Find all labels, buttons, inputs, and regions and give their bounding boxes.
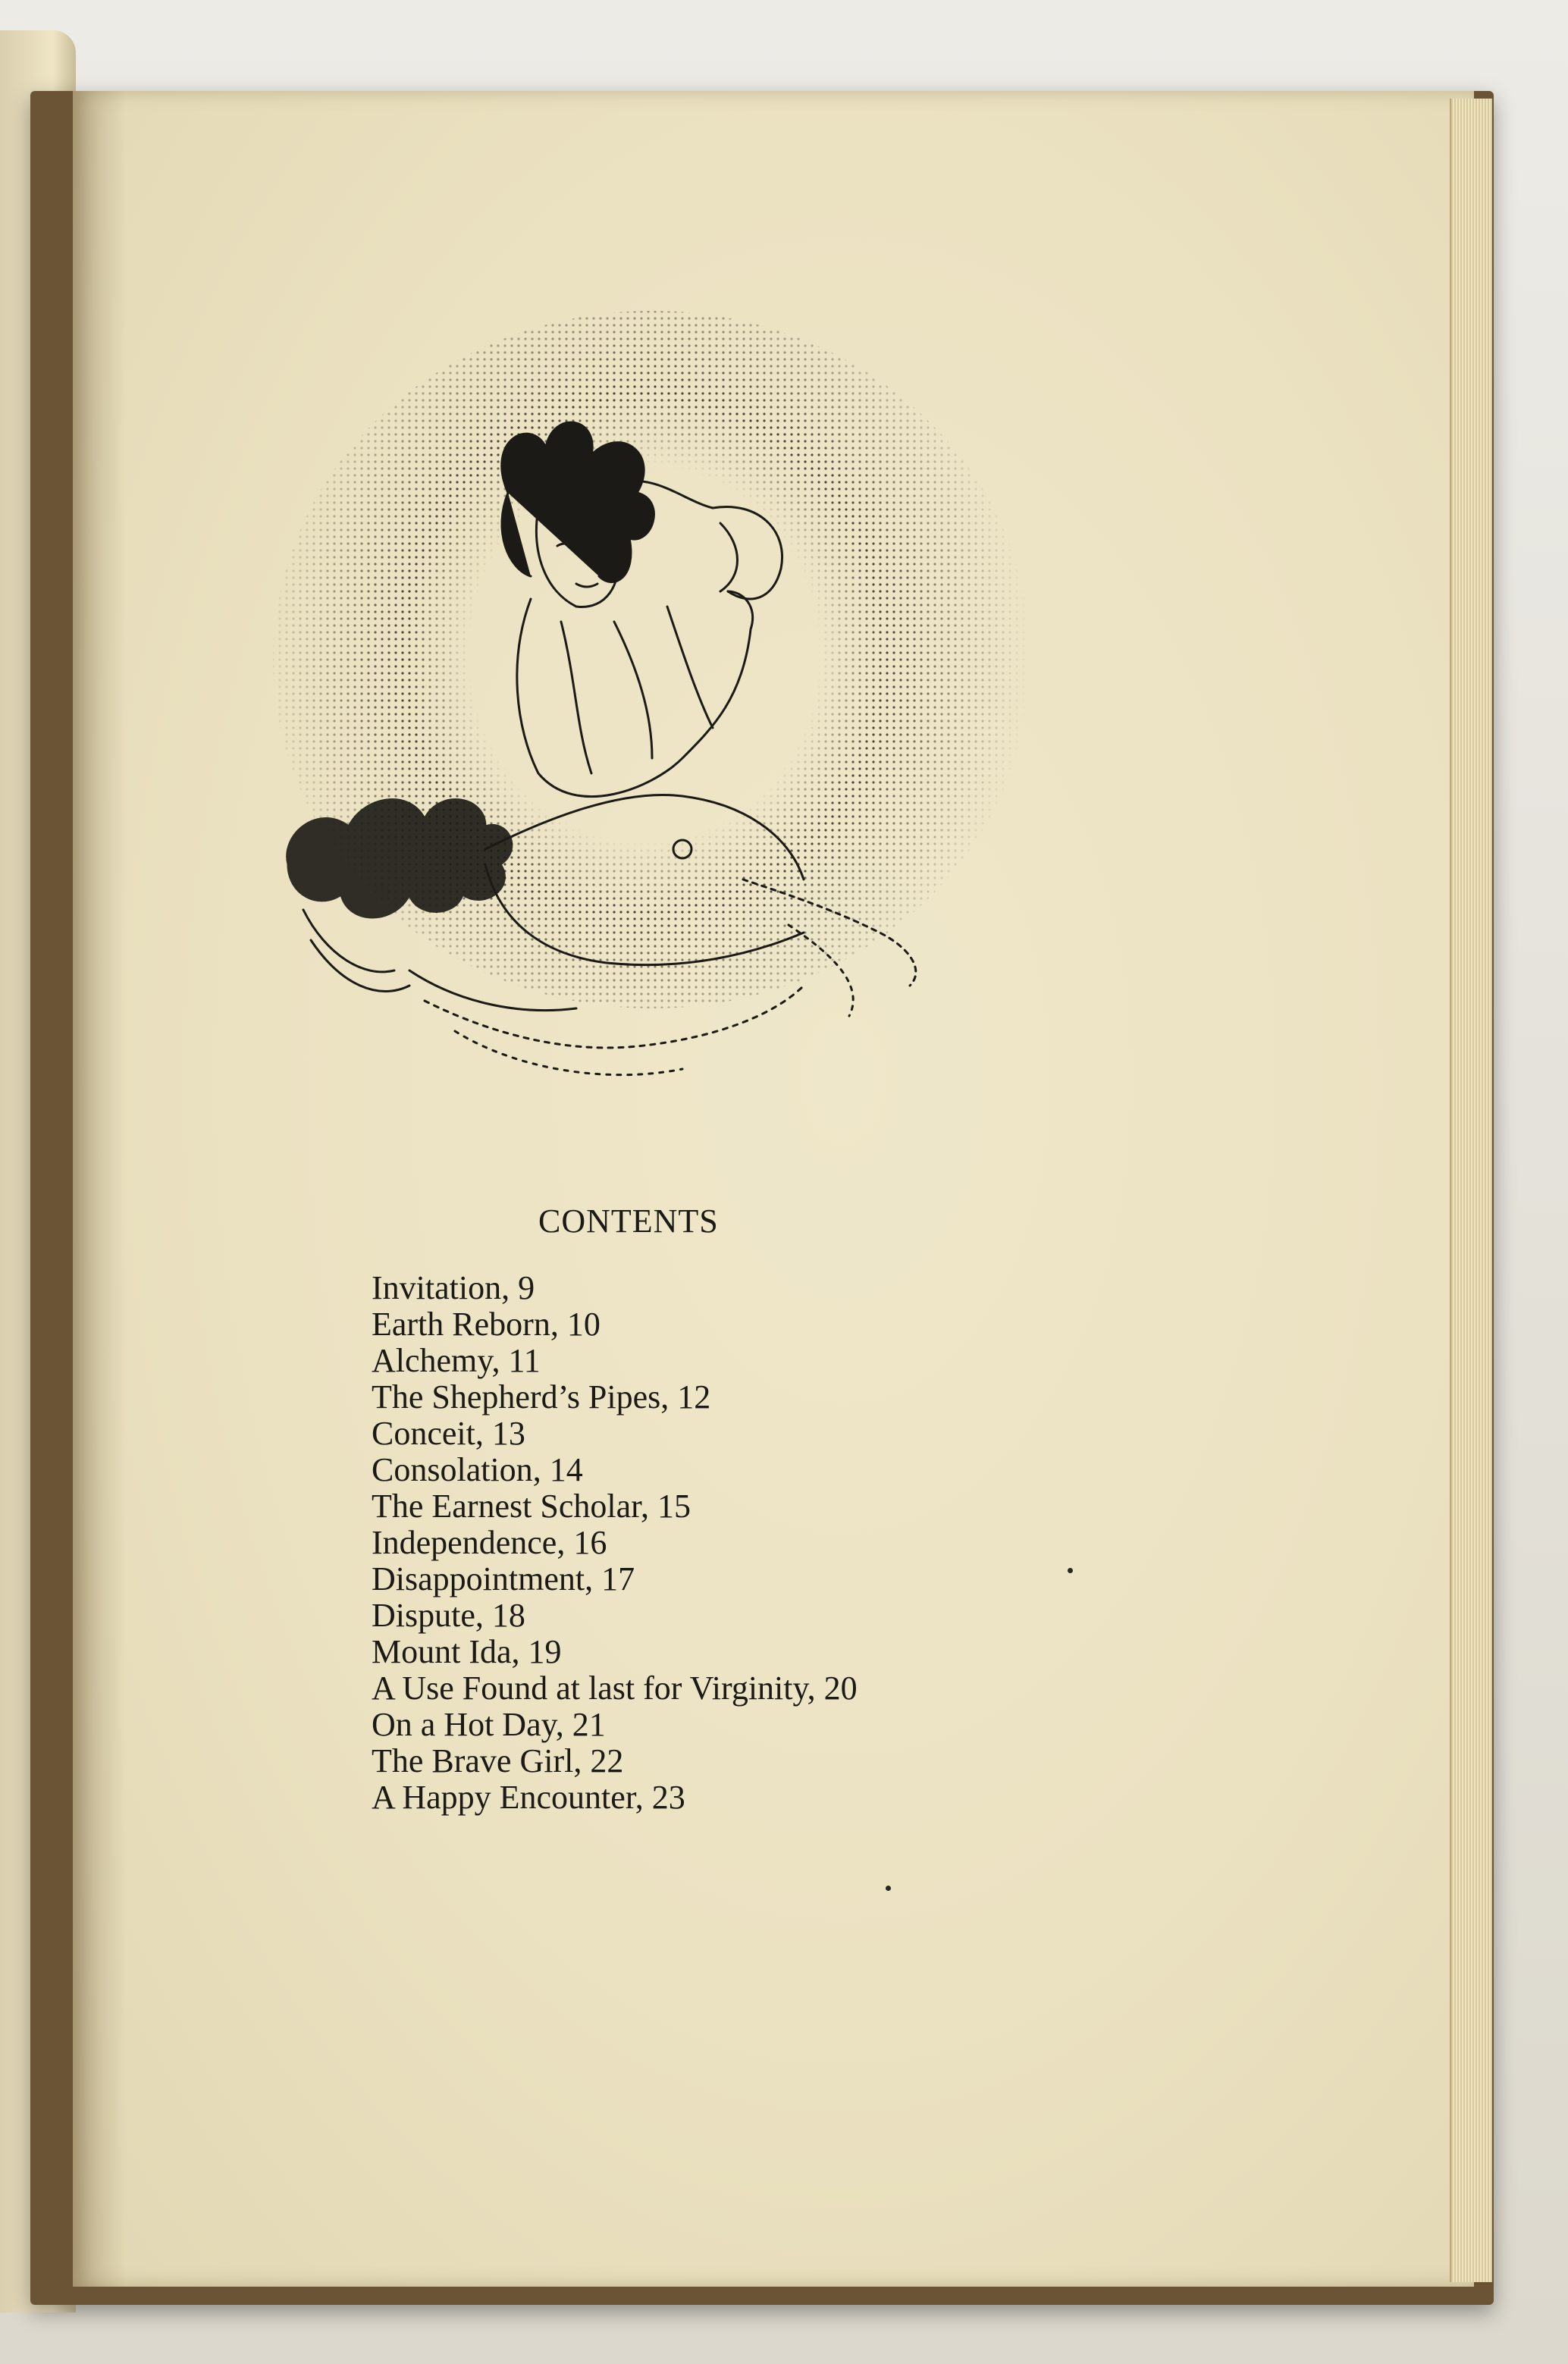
frontispiece-illustration bbox=[258, 303, 1031, 1137]
entry-title: On a Hot Day bbox=[372, 1706, 556, 1743]
paper-speck bbox=[1068, 1568, 1073, 1573]
contents-entry: Invitation, 9 bbox=[372, 1269, 535, 1306]
contents-entry: Alchemy, 11 bbox=[372, 1342, 541, 1379]
entry-title: The Brave Girl bbox=[372, 1742, 574, 1779]
entry-title: A Happy Encounter bbox=[372, 1779, 635, 1816]
page-foredge bbox=[1450, 99, 1492, 2282]
entry-title: Dispute bbox=[372, 1597, 475, 1634]
entry-page-number: 12 bbox=[677, 1378, 711, 1416]
contents-entry: The Earnest Scholar, 15 bbox=[372, 1488, 691, 1525]
entry-page-number: 14 bbox=[549, 1451, 583, 1488]
contents-entry: Dispute, 18 bbox=[372, 1597, 525, 1634]
contents-entry: Consolation, 14 bbox=[372, 1451, 583, 1488]
contents-list bbox=[372, 1270, 858, 1816]
entry-page-number: 13 bbox=[491, 1415, 525, 1452]
entry-title: The Earnest Scholar bbox=[372, 1488, 641, 1525]
entry-page-number: 15 bbox=[657, 1488, 691, 1525]
entry-title: Invitation bbox=[372, 1269, 502, 1306]
entry-title: Consolation bbox=[372, 1451, 533, 1488]
contents-entry: On a Hot Day, 21 bbox=[372, 1706, 606, 1743]
entry-page-number: 23 bbox=[651, 1779, 685, 1816]
entry-title: Mount Ida bbox=[372, 1633, 512, 1670]
entry-page-number: 19 bbox=[528, 1633, 562, 1670]
entry-page-number: 21 bbox=[572, 1706, 606, 1743]
entry-page-number: 20 bbox=[823, 1670, 858, 1707]
contents-entry: The Shepherd’s Pipes, 12 bbox=[372, 1378, 711, 1416]
gutter-shadow bbox=[73, 91, 126, 2287]
entry-title: Disappointment bbox=[372, 1560, 585, 1597]
entry-page-number: 18 bbox=[491, 1597, 525, 1634]
contents-entry: The Brave Girl, 22 bbox=[372, 1742, 624, 1779]
paper-speck bbox=[886, 1886, 891, 1891]
contents-entry: A Happy Encounter, 23 bbox=[372, 1779, 685, 1816]
contents-entry: Conceit, 13 bbox=[372, 1415, 525, 1452]
contents-entry: Independence, 16 bbox=[372, 1524, 607, 1561]
contents-entry: Disappointment, 17 bbox=[372, 1560, 635, 1597]
contents-entry: Mount Ida, 19 bbox=[372, 1633, 562, 1670]
entry-title: A Use Found at last for Virginity bbox=[372, 1670, 808, 1707]
entry-title: Conceit bbox=[372, 1415, 475, 1452]
entry-page-number: 9 bbox=[518, 1269, 535, 1306]
entry-title: The Shepherd’s Pipes bbox=[372, 1378, 661, 1416]
contents-entry: A Use Found at last for Virginity, 20 bbox=[372, 1670, 858, 1707]
entry-page-number: 22 bbox=[590, 1742, 624, 1779]
contents-heading: CONTENTS bbox=[538, 1202, 719, 1240]
entry-title: Earth Reborn bbox=[372, 1306, 550, 1343]
entry-page-number: 17 bbox=[601, 1560, 635, 1597]
entry-title: Independence bbox=[372, 1524, 557, 1561]
entry-page-number: 16 bbox=[573, 1524, 607, 1561]
contents-entry: Earth Reborn, 10 bbox=[372, 1306, 601, 1343]
entry-title: Alchemy bbox=[372, 1342, 492, 1379]
entry-page-number: 10 bbox=[566, 1306, 601, 1343]
entry-page-number: 11 bbox=[508, 1342, 541, 1379]
